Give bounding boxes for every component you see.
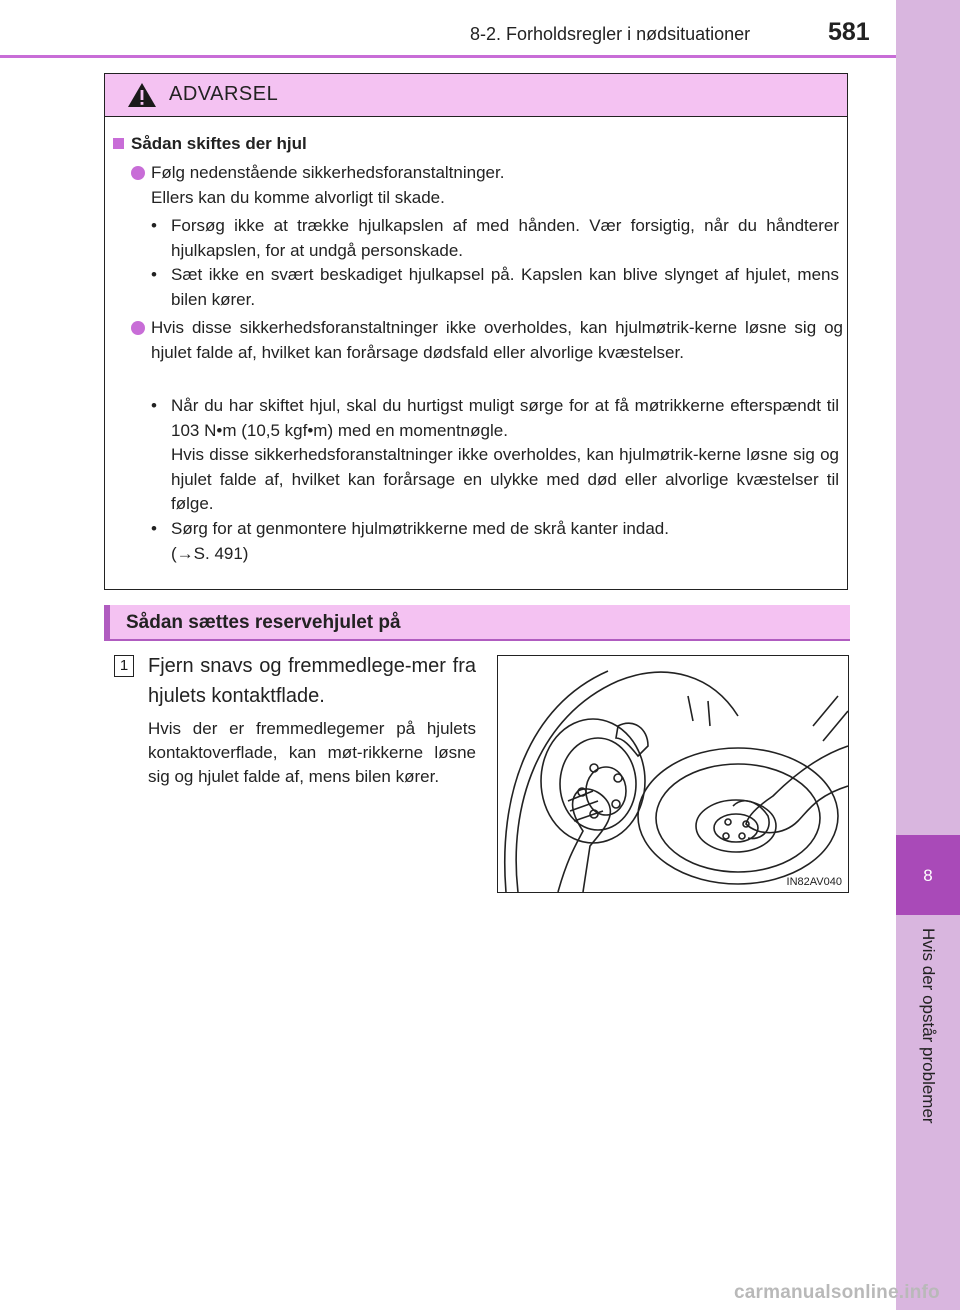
bullet-text: Sørg for at genmontere hjulmøtrikkerne med de skrå kanter indad. (171, 519, 669, 538)
bullet-text: Forsøg ikke at trække hjulkapslen af med hånden. Vær forsigtig, når du håndterer hjulkapslen, for at undgå personskade. (171, 216, 839, 260)
page-number: 581 (828, 18, 870, 46)
section-title: Sådan sættes reservehjulet på (126, 612, 401, 633)
step-instruction: Fjern snavs og fremmedlege-mer fra hjulets kontaktflade. (148, 655, 476, 707)
wheel-cleaning-drawing (498, 656, 848, 892)
page-reference: (→S. 491) (171, 543, 249, 563)
bullet-text: Hvis disse sikkerhedsforanstaltninger ikke overholdes, kan hjulmøtrik-kerne løsne sig og hjulet falde af, hvilket kan forårsage en ulykke med død eller alvorlige kvæstelser til følge. (171, 445, 839, 513)
section-heading-bar (104, 605, 850, 641)
warning-triangle-icon (127, 82, 157, 108)
point-2-text: Hvis disse sikkerhedsforanstaltninger ikke overholdes, kan hjulmøtrik-kerne løsne sig og hjulet falde af, hvilket kan forårsage dødsfald eller alvorlige kvæstelser. (151, 318, 843, 362)
warning-bullet: • Forsøg ikke at trække hjulkapslen af med hånden. Vær forsigtig, når du håndterer hjulkapslen, for at undgå personskade. (151, 214, 839, 263)
circle-bullet-icon (131, 321, 145, 335)
warning-header (105, 74, 847, 117)
warning-bullet: • Sørg for at genmontere hjulmøtrikkerne med de skrå kanter indad. (→S. 491) (151, 517, 839, 566)
step-number: 1 (114, 655, 134, 677)
point-1-line-2: Ellers kan du komme alvorligt til skade. (151, 187, 445, 207)
square-bullet-icon (113, 138, 124, 149)
chapter-title: Hvis der opstår problemer (919, 928, 938, 1124)
warning-bullet: • Når du har skiftet hjul, skal du hurtigst muligt sørge for at få møtrikkerne efterspændt til 103 N•m (10,5 kgf•m) med en momentnøgle. (151, 394, 839, 443)
bullet-text: Sæt ikke en svært beskadiget hjulkapsel på. Kapslen kan blive slynget af hjulet, mens bilen kører. (171, 265, 839, 309)
warning-point-1 (131, 161, 841, 210)
warning-point-2 (131, 316, 843, 365)
circle-bullet-icon (131, 166, 145, 180)
step-note: Hvis der er fremmedlegemer på hjulets kontaktoverflade, kan møt-rikkerne løsne sig og hjulet falde af, mens bilen kører. (148, 719, 476, 786)
running-header: 8-2. Forholdsregler i nødsituationer (470, 24, 751, 44)
wheel-illustration (497, 655, 849, 893)
illustration-code: IN82AV040 (786, 876, 842, 888)
warning-bullet-continued (171, 443, 839, 517)
bullet-text: Når du har skiftet hjul, skal du hurtigst muligt sørge for at få møtrikkerne efterspændt til 103 N•m (10,5 kgf•m) med en momentnøgle. (171, 396, 839, 440)
warning-title: ADVARSEL (169, 83, 279, 105)
watermark: carmanualsonline.info (734, 1282, 940, 1303)
header-divider (0, 55, 896, 58)
chapter-number: 8 (923, 866, 933, 885)
warning-box (104, 73, 848, 590)
warning-subheading: Sådan skiftes der hjul (113, 132, 307, 157)
point-1-line-1: Følg nedenstående sikkerhedsforanstaltninger. (151, 163, 505, 182)
warning-bullet: • Sæt ikke en svært beskadiget hjulkapsel på. Kapslen kan blive slynget af hjulet, mens bilen kører. (151, 263, 839, 312)
